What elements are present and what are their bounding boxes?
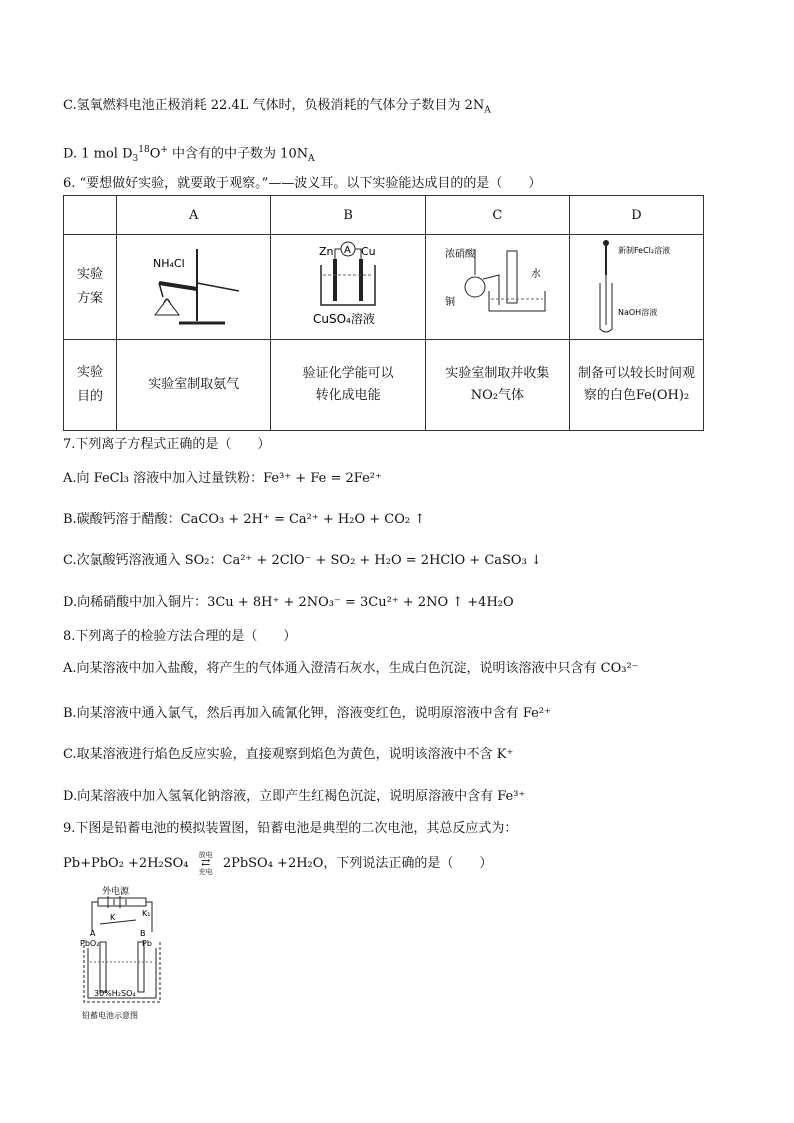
fig-power-label: 外电源 [102, 887, 130, 897]
fig-d-cell [570, 235, 704, 340]
q5-option-c-sub: A [484, 105, 491, 116]
q7-option-b: B.碳酸钙溶于醋酸：CaCO₃ + 2H⁺ = Ca²⁺ + H₂O + CO₂ ↑ [63, 512, 426, 527]
q7-option-d: D.向稀硝酸中加入铜片：3Cu + 8H⁺ + 2NO₃⁻ = 3Cu²⁺ + 2NO ↑ +4H₂O [63, 595, 514, 610]
fig-c-metal: 铜 [445, 297, 456, 308]
fig-b-meter: A [344, 245, 351, 256]
q7-option-a: A.向 FeCl₃ 溶液中加入过量铁粉：Fe³⁺ + Fe = 2Fe²⁺ [63, 471, 382, 486]
q5-option-d-mid: O [149, 146, 161, 162]
q7-stem: 7.下列离子方程式正确的是（ ） [63, 437, 271, 452]
aim-c: 实验室制取并收集NO₂气体 [425, 340, 569, 431]
q8-option-d: D.向某溶液中加入氢氧化钠溶液，立即产生红褐色沉淀，说明原溶液中含有 Fe³⁺ [63, 789, 526, 804]
header-d: D [570, 196, 704, 235]
fig-acid: 30%H₂SO₄ [94, 989, 136, 998]
q6-experiment-table [63, 195, 704, 431]
aim-d: 制备可以较长时间观察的白色Fe(OH)₂ [570, 340, 704, 431]
fig-b-label: CuSO₄溶液 [313, 312, 375, 326]
fig-b-zn: Zn [319, 245, 334, 258]
row-label-aim: 实验目的 [64, 340, 117, 431]
fig-d-top: 新制FeCl₂溶液 [617, 246, 670, 255]
aim-b: 验证化学能可以转化成电能 [271, 340, 425, 431]
q8-option-c: C.取某溶液进行焰色反应实验，直接观察到焰色为黄色，说明该溶液中不含 K⁺ [63, 747, 514, 762]
header-b: B [271, 196, 425, 235]
fig-a-cell [117, 235, 271, 340]
q9-eq-bottom: 充电 [198, 868, 213, 876]
table-row-scheme [64, 235, 704, 340]
fig-b-cell [271, 235, 425, 340]
fig-c-no2-apparatus [427, 235, 567, 335]
q9-equation [63, 851, 492, 876]
fig-b-galvanic-cell [273, 235, 423, 335]
lead-acid-battery-diagram [80, 880, 170, 1029]
q8-stem: 8.下列离子的检验方法合理的是（ ） [63, 629, 297, 644]
q5-option-c-text: C.氢氧燃料电池正极消耗 22.4L 气体时，负极消耗的气体分子数目为 2N [63, 98, 485, 113]
fig-c-water: 水 [531, 269, 542, 280]
fig-a: A [90, 929, 96, 938]
header-blank [64, 196, 117, 235]
q8-option-b: B.向某溶液中通入氯气，然后再加入硫氰化钾，溶液变红色，说明原溶液中含有 Fe²⁺ [63, 706, 551, 721]
q5-option-d-suffix: 中含有的中子数为 10N [167, 146, 309, 162]
fig-d-bottom: NaOH溶液 [617, 308, 657, 317]
header-c: C [425, 196, 569, 235]
header-a: A [117, 196, 271, 235]
q9-eq-top: 放电 [198, 851, 213, 859]
q7-option-c: C.次氯酸钙溶液通入 SO₂：Ca²⁺ + 2ClO⁻ + SO₂ + H₂O = 2HClO + CaSO₃ ↓ [63, 553, 542, 568]
fig-pbo2: PbO₂ [80, 939, 100, 948]
q6-stem: 6. “要想做好实验，就要敢于观察。”——波义耳。以下实验能达成目的的是（ ） [63, 176, 542, 191]
q5-option-d: D. 1 mol $D_3^{18}O^+$ 中含有的中子数为 $10N_A$ [63, 145, 315, 164]
q9-eq-arrows: 放电 ⇄ 充电 [198, 851, 213, 876]
q9-eq-right: 2PbSO₄ +2H₂O，下列说法正确的是（ ） [222, 856, 493, 871]
fig-caption: 铅蓄电池示意图 [82, 1011, 138, 1020]
fig-b-cu: Cu [361, 245, 376, 258]
fig-c-acid: 浓硝酸 [445, 249, 476, 260]
fig-a-label: NH₄Cl [152, 257, 185, 270]
fig-d-feoh2-apparatus [572, 235, 702, 335]
fig-pb: Pb [142, 939, 152, 948]
table-row-aim [64, 340, 704, 431]
q9-stem: 9.下图是铅蓄电池的模拟装置图，铅蓄电池是典型的二次电池，其总反应式为： [63, 821, 518, 836]
lead-acid-battery-svg [80, 880, 170, 1025]
q5-option-d-prefix: D. 1 mol D [63, 146, 133, 162]
fig-a-ammonia-apparatus [119, 235, 269, 335]
fig-k1: K₁ [142, 909, 151, 918]
q5-option-c [63, 97, 491, 120]
fig-k: K [110, 913, 116, 922]
fig-c-cell [425, 235, 569, 340]
fig-b: B [140, 929, 146, 938]
aim-a: 实验室制取氨气 [117, 340, 271, 431]
q5-option-d-sub: A [308, 153, 315, 164]
q8-option-a: A.向某溶液中加入盐酸，将产生的气体通入澄清石灰水，生成白色沉淀，说明该溶液中只含有 CO₃²⁻ [63, 661, 639, 676]
table-header-row [64, 196, 704, 235]
row-label-scheme: 实验方案 [64, 235, 117, 340]
q9-eq-left: Pb+PbO₂ +2H₂SO₄ [63, 856, 189, 871]
